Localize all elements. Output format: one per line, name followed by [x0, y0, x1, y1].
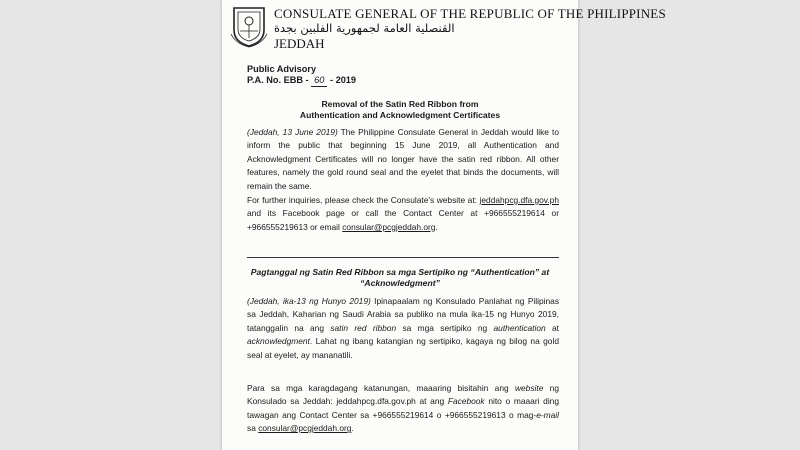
filipino-period: . [351, 423, 354, 434]
consulate-email-link[interactable]: consular@pcgjeddah.org [342, 221, 436, 232]
filipino-inquiry-text: Para sa mga karagdagang katanungan, maaaring bisitahin ang [247, 383, 515, 393]
advisory-document [222, 0, 666, 450]
filipino-italic-website: website [514, 383, 544, 393]
advisory-label: Public Advisory [247, 64, 317, 74]
filipino-italic-acknowledgment: acknowledgment [247, 336, 310, 347]
advisory-block [247, 64, 356, 87]
filipino-italic-ribbon: satin red ribbon [330, 322, 397, 333]
filipino-dateline: (Jeddah, ika-13 ng Hunyo 2019) [247, 296, 371, 306]
advisory-number [247, 75, 356, 87]
consulate-name-arabic: القنصلية العامة لجمهورية الفلبين بجدة [274, 21, 455, 35]
filipino-sa-text: sa [247, 423, 259, 434]
english-contact-text: and its Facebook page or call the Contact Center at +966555219614 or +966555219613 or email [247, 208, 559, 232]
section-divider [247, 257, 559, 258]
filipino-paragraph-2 [247, 382, 559, 436]
filipino-email-link[interactable]: consular@pcgjeddah.org [258, 423, 352, 434]
english-title-line-1: Removal of the Satin Red Ribbon from [321, 99, 479, 109]
filipino-website-text: ng Konsulado sa Jeddah: jeddahpcg.dfa.gov.ph at ang [247, 383, 559, 407]
filipino-contact-text: nito o maaari ding tawagan ang Contact Center sa +966555219614 o +966555219613 o mag- [247, 396, 560, 420]
consulate-seal-icon [230, 4, 268, 48]
filipino-text-b: sa mga sertipiko ng [396, 322, 494, 333]
advisory-number-value: 60 [311, 75, 327, 87]
english-dateline: (Jeddah, 13 June 2019) [247, 127, 338, 137]
english-title [222, 99, 578, 121]
filipino-title [222, 267, 578, 289]
filipino-italic-email: e-mail [536, 409, 559, 420]
filipino-text-d: . Lahat ng ibang katangian ng sertipiko, kagaya ng bilog na gold seal at eyelet, ay mananatili. [247, 336, 559, 360]
filipino-text-a: Ipinapaalam ng Konsulado Panlahat ng Pilipinas sa Jeddah, Kaharian ng Saudi Arabia sa publiko na mula ika-15 ng Hunyo 2019, tatanggalin na ang [247, 296, 560, 333]
advisory-number-prefix: P.A. No. EBB - [247, 75, 309, 85]
filipino-paragraph-1 [247, 295, 559, 362]
english-paragraph-2 [247, 194, 559, 234]
consulate-name-english: CONSULATE GENERAL OF THE REPUBLIC OF THE PHILIPPINES [274, 6, 666, 21]
consulate-city: JEDDAH [274, 36, 325, 51]
english-title-line-2: Authentication and Acknowledgment Certificates [299, 110, 501, 120]
english-period: . [435, 221, 438, 232]
english-paragraph-1 [247, 126, 559, 193]
advisory-number-suffix: - 2019 [329, 75, 357, 85]
filipino-text-c: at [545, 322, 560, 333]
filipino-italic-authentication: authentication [493, 322, 546, 333]
consulate-website-link[interactable]: jeddahpcg.dfa.gov.ph [479, 195, 559, 205]
filipino-title-line-2: “Acknowledgment” [360, 278, 440, 288]
english-paragraph-1-body: The Philippine Consulate General in Jeddah would like to inform the public that beginning 15 June 2019, all Authentication and Acknowledgment Certificates will no longer have the satin red ribbon. All other features, namely the gold round seal and the eyelet that binds the documents, will remain the same. [247, 127, 559, 191]
filipino-italic-facebook: Facebook [447, 396, 485, 407]
filipino-title-line-1: Pagtanggal ng Satin Red Ribbon sa mga Sertipiko ng “Authentication” at [250, 267, 550, 277]
english-inquiry-text: For further inquiries, please check the Consulate's website at: [247, 195, 480, 205]
